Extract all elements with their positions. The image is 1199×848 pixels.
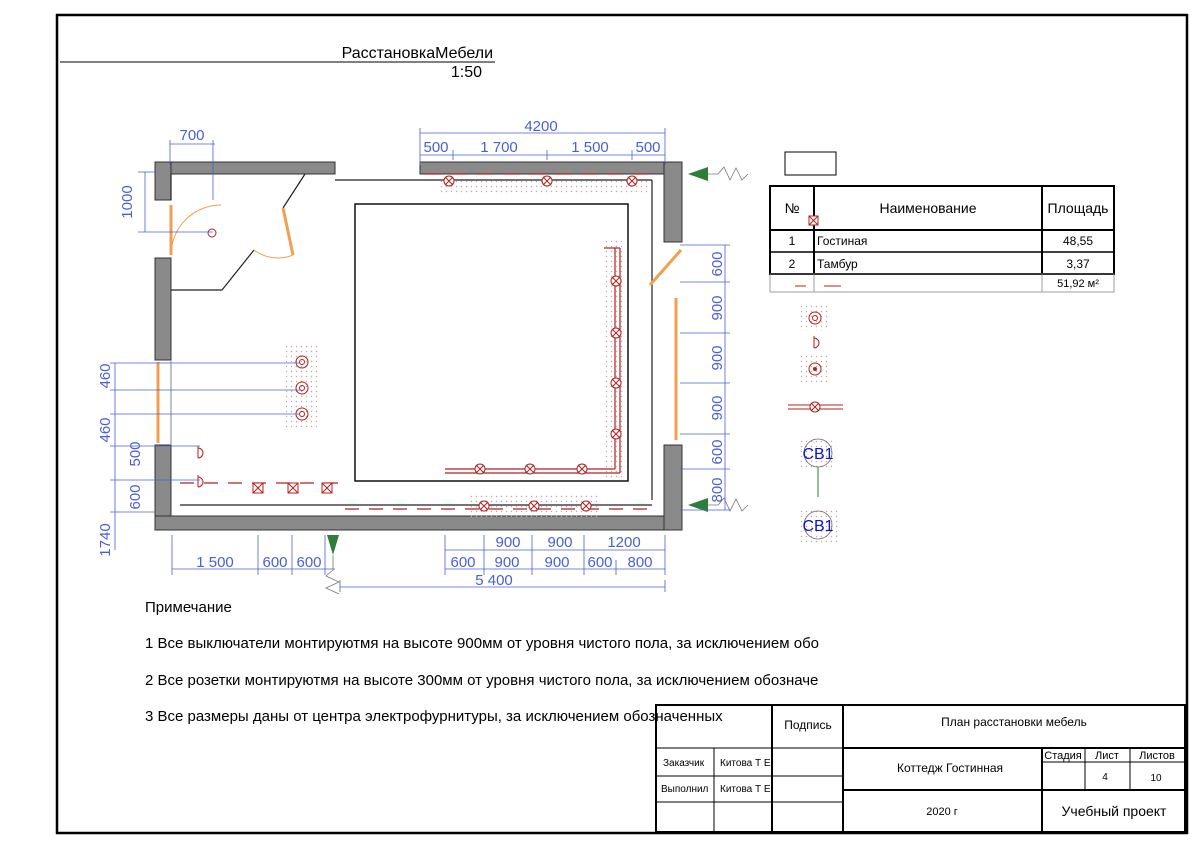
central-rug: [355, 204, 628, 481]
dim-left-part: 460: [97, 363, 114, 389]
dim-bottom-lower: 800: [627, 554, 653, 571]
dim-top-part: 500: [635, 139, 661, 156]
dim-top-part: 1 700: [480, 139, 518, 156]
floor-plan: [155, 162, 748, 594]
tb-type: Учебный проект: [1061, 803, 1167, 819]
tb-executor-name: Китова Т Е: [720, 784, 771, 795]
tb-customer-name: Китова Т Е: [720, 758, 771, 769]
dim-right-part: 900: [709, 345, 726, 371]
dim-right-part: 600: [709, 439, 726, 465]
dim-left-top: 1000: [119, 185, 136, 219]
room-row-num: 1: [788, 234, 796, 248]
doors: [158, 205, 681, 443]
dim-bottom-lower: 900: [544, 554, 570, 571]
tb-sheet-label: Лист: [1095, 750, 1119, 762]
room-table: [770, 186, 1114, 292]
note-item: 2 Все розетки монтируютмя на высоте 300мм от уровня чистого пола, за исключением обозначе: [145, 672, 819, 689]
cable-runs: [180, 174, 652, 509]
dim-left-part: 460: [97, 417, 114, 443]
dim-bottom-total: 5 400: [475, 572, 513, 589]
dim-bottom-lower: 600: [262, 554, 288, 571]
tb-project: Коттедж Гостинная: [896, 761, 1004, 775]
dim-bottom-lower: 900: [494, 554, 520, 571]
tb-customer-label: Заказчик: [663, 758, 705, 769]
marker-sv1-top: СВ1: [802, 446, 834, 463]
room-table-total: 51,92 м²: [1057, 278, 1099, 290]
partitions: [171, 174, 652, 505]
marker-sv1-group: [798, 438, 838, 544]
dim-bottom-lower: 600: [296, 554, 322, 571]
dim-bottom-lower: 600: [450, 554, 476, 571]
dim-right-part: 800: [709, 477, 726, 503]
dim-right-part: 900: [709, 295, 726, 321]
tb-year: 2020 г: [926, 806, 958, 818]
legend-symbols: [788, 305, 843, 412]
tb-drawing-title: План расстановки мебель: [941, 715, 1087, 729]
dim-bottom-lower: 600: [587, 554, 613, 571]
dim-top-left: 700: [179, 127, 205, 144]
symbol-halos: [286, 178, 650, 517]
drawing-header-title: РасстановкаМебели: [341, 45, 493, 62]
tb-sheet-number: 4: [1102, 772, 1108, 783]
room-row-area: 48,55: [1062, 234, 1094, 248]
room-row-name: Тамбур: [817, 257, 858, 271]
dim-right-part: 900: [709, 395, 726, 421]
dim-right-part: 600: [709, 251, 726, 277]
drawing-scale: 1:50: [450, 64, 482, 81]
tb-sheets-label: Листов: [1139, 750, 1175, 762]
tb-stage-label: Стадия: [1044, 750, 1082, 762]
dim-bottom-lower: 1 500: [196, 554, 234, 571]
dim-bottom-upper: 900: [495, 534, 521, 551]
room-table-header-area: Площадь: [1047, 200, 1109, 216]
marker-sv1-bottom: СВ1: [802, 518, 834, 535]
note-item: 1 Все выключатели монтируютмя на высоте 900мм от уровня чистого пола, за исключением обо: [145, 635, 820, 652]
room-table-header-name: Наименование: [879, 200, 977, 216]
lamps: [253, 176, 637, 511]
room-row-num: 2: [788, 257, 796, 271]
tb-podpis: Подпись: [784, 718, 832, 732]
dim-bottom-upper: 900: [547, 534, 573, 551]
dim-top-part: 500: [423, 139, 449, 156]
note-item: 3 Все размеры даны от центра электрофурнитуры, за исключением обозначенных: [145, 708, 723, 725]
dim-top-part: 1 500: [571, 139, 609, 156]
room-row-area: 3,37: [1066, 257, 1090, 271]
table-overlay-marks: [795, 216, 841, 286]
walls: [155, 162, 682, 530]
door-handles: [208, 229, 216, 237]
dim-bottom-upper: 1200: [607, 534, 641, 551]
dim-left-part: 500: [127, 441, 144, 467]
dim-top-total: 4200: [524, 118, 558, 135]
dim-left-part: 600: [127, 484, 144, 510]
dim-left-part: 1740: [97, 523, 114, 557]
room-row-name: Гостиная: [817, 234, 868, 248]
room-table-tag: [785, 152, 836, 175]
tb-sheets-count: 10: [1150, 773, 1162, 784]
notes-heading: Примечание: [145, 599, 232, 616]
room-table-header-num: №: [784, 200, 800, 216]
tb-executor-label: Выполнил: [661, 784, 709, 795]
